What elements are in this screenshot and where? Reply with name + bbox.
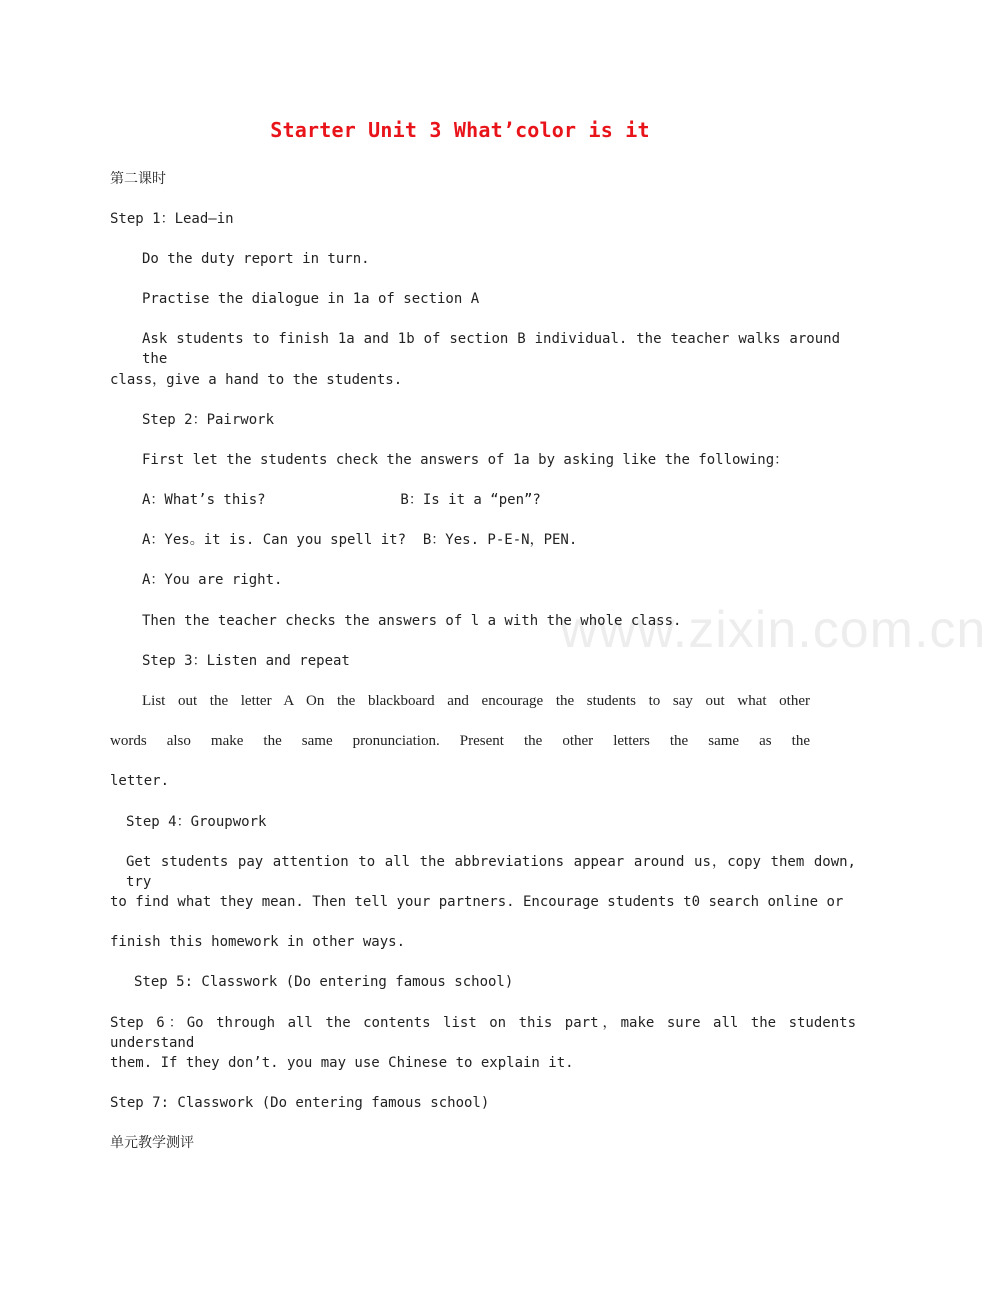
paragraph-line: letter.: [110, 773, 170, 789]
paragraph-line: Practise the dialogue in 1a of section A: [142, 291, 480, 307]
step-7-heading: Step 7: Classwork (Do entering famous school): [110, 1095, 490, 1111]
lesson-label: 第二课时: [110, 171, 166, 187]
paragraph-line: to find what they mean. Then tell your partners. Encourage students t0 search online or: [110, 894, 844, 910]
paragraph-line: First let the students check the answers of 1a by asking like the following：: [142, 452, 789, 468]
dialogue-line: A：What’s this? B：Is it a “pen”?: [142, 492, 541, 508]
dialogue-line: A：You are right.: [142, 572, 283, 588]
step-3-heading: Step 3：Listen and repeat: [142, 653, 350, 669]
paragraph-line: Do the duty report in turn.: [142, 251, 370, 267]
step-5-heading: Step 5: Classwork (Do entering famous school): [134, 974, 514, 990]
step-6-paragraph: Step 6：Go through all the contents list on this part，make sure all the students understand: [110, 1015, 856, 1051]
paragraph-line: Ask students to finish 1a and 1b of section B individual. the teacher walks around the: [142, 331, 840, 367]
document-title: Starter Unit 3 What’color is it: [270, 118, 650, 142]
step-2-heading: Step 2：Pairwork: [142, 412, 275, 428]
paragraph-line: List out the letter A On the blackboard and encourage the students to say out what other: [142, 693, 810, 709]
step-1-heading: Step 1：Lead—in: [110, 211, 234, 227]
paragraph-line: class，give a hand to the students.: [110, 372, 403, 388]
unit-evaluation-heading: 单元教学测评: [110, 1135, 194, 1151]
paragraph-line: words also make the same pronunciation. Present the other letters the same as the: [110, 733, 810, 749]
paragraph-line: finish this homework in other ways.: [110, 934, 406, 950]
paragraph-line: Get students pay attention to all the abbreviations appear around us，copy them down, try: [126, 854, 856, 890]
paragraph-line: them. If they don’t. you may use Chinese to explain it.: [110, 1055, 574, 1071]
step-4-heading: Step 4：Groupwork: [126, 814, 267, 830]
dialogue-line: A：Yes。it is. Can you spell it? B：Yes. P-E-N，PEN.: [142, 532, 578, 548]
paragraph-line: Then the teacher checks the answers of l a with the whole class.: [142, 613, 682, 629]
watermark: www.zixin.com.cn: [560, 601, 986, 659]
